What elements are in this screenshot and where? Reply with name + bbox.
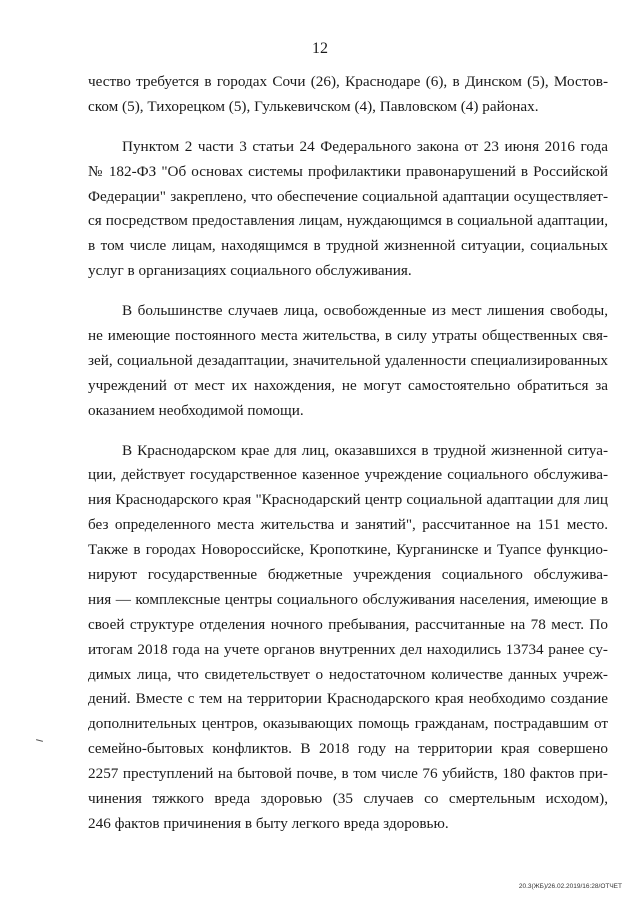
page-number: 12 bbox=[312, 40, 328, 57]
text-line: ском (5), Тихорецком (5), Гулькевичском (4), Павловском (4) районах. bbox=[88, 97, 539, 115]
text-line: № 182-ФЗ "Об основах системы профилактики правонарушений в Российской bbox=[88, 162, 608, 180]
text-line: Также в городах Новороссийске, Кропоткине, Курганинске и Туапсе функцио- bbox=[88, 541, 608, 559]
text-line: без определенного места жительства и занятий", рассчитанное на 151 место. bbox=[88, 516, 608, 534]
text-line: зей, социальной дезадаптации, значительной удаленности специализированных bbox=[88, 351, 608, 369]
text-line: чество требуется в городах Сочи (26), Краснодаре (6), в Динском (5), Мостов- bbox=[88, 73, 608, 90]
text-line: Федерации" закреплено, что обеспечение социальной адаптации осуществляет- bbox=[88, 187, 608, 205]
text-line: 246 фактов причинения в быту легкого вреда здоровью. bbox=[88, 814, 449, 832]
text-line: ния Краснодарского края "Краснодарский центр социальной адаптации для лиц bbox=[88, 491, 608, 509]
text-line: дений. Вместе с тем на территории Краснодарского края необходимо создание bbox=[88, 690, 608, 708]
text-line: Пунктом 2 части 3 статьи 24 Федерального закона от 23 июня 2016 года bbox=[122, 137, 608, 155]
text-line: ния — комплексные центры социального обслуживания населения, имеющие в bbox=[88, 590, 608, 608]
text-line: не имеющие постоянного места жительства, в силу утраты общественных свя- bbox=[88, 327, 608, 345]
text-line: В большинстве случаев лица, освобожденные из мест лишения свободы, bbox=[122, 302, 608, 320]
text-line: чинения тяжкого вреда здоровью (35 случаев со смертельным исходом), bbox=[88, 790, 608, 808]
text-line: в том числе лицам, находящимся в трудной жизненной ситуации, социальных bbox=[88, 237, 608, 255]
text-line: В Краснодарском крае для лиц, оказавшихся в трудной жизненной ситуа- bbox=[122, 441, 608, 459]
text-line: дополнительных центров, оказывающих помощь гражданам, пострадавшим от bbox=[88, 715, 608, 733]
text-line: учреждений от мест их нахождения, не могут самостоятельно обратиться за bbox=[88, 376, 608, 394]
text-line: семейно-бытовых конфликтов. В 2018 году на территории края совершено bbox=[88, 740, 608, 758]
footer-stamp: 20.3(ЖБ)/26.02.2019/16:28/ОТЧЕТ bbox=[518, 883, 622, 890]
text-line: оказанием необходимой помощи. bbox=[88, 401, 304, 419]
text-line: итогам 2018 года на учете органов внутренних дел находились 13734 ранее су- bbox=[88, 640, 608, 658]
text-line: ции, действует государственное казенное учреждение социального обслужива- bbox=[88, 466, 608, 484]
text-line: услуг в организациях социального обслуживания. bbox=[88, 262, 412, 280]
margin-mark bbox=[36, 739, 43, 742]
text-line: 2257 преступлений на бытовой почве, в том числе 76 убийств, 180 фактов при- bbox=[88, 765, 608, 783]
text-line: нируют государственные бюджетные учреждения социального обслужива- bbox=[88, 566, 608, 584]
text-line: своей структуре отделения ночного пребывания, рассчитанные на 78 мест. По bbox=[88, 615, 608, 633]
text-line: димых лица, что свидетельствует о недостаточном количестве данных учреж- bbox=[88, 665, 608, 683]
body-text bbox=[88, 70, 608, 837]
text-line: ся посредством предоставления лицам, нуждающимся в социальной адаптации, bbox=[88, 212, 608, 230]
